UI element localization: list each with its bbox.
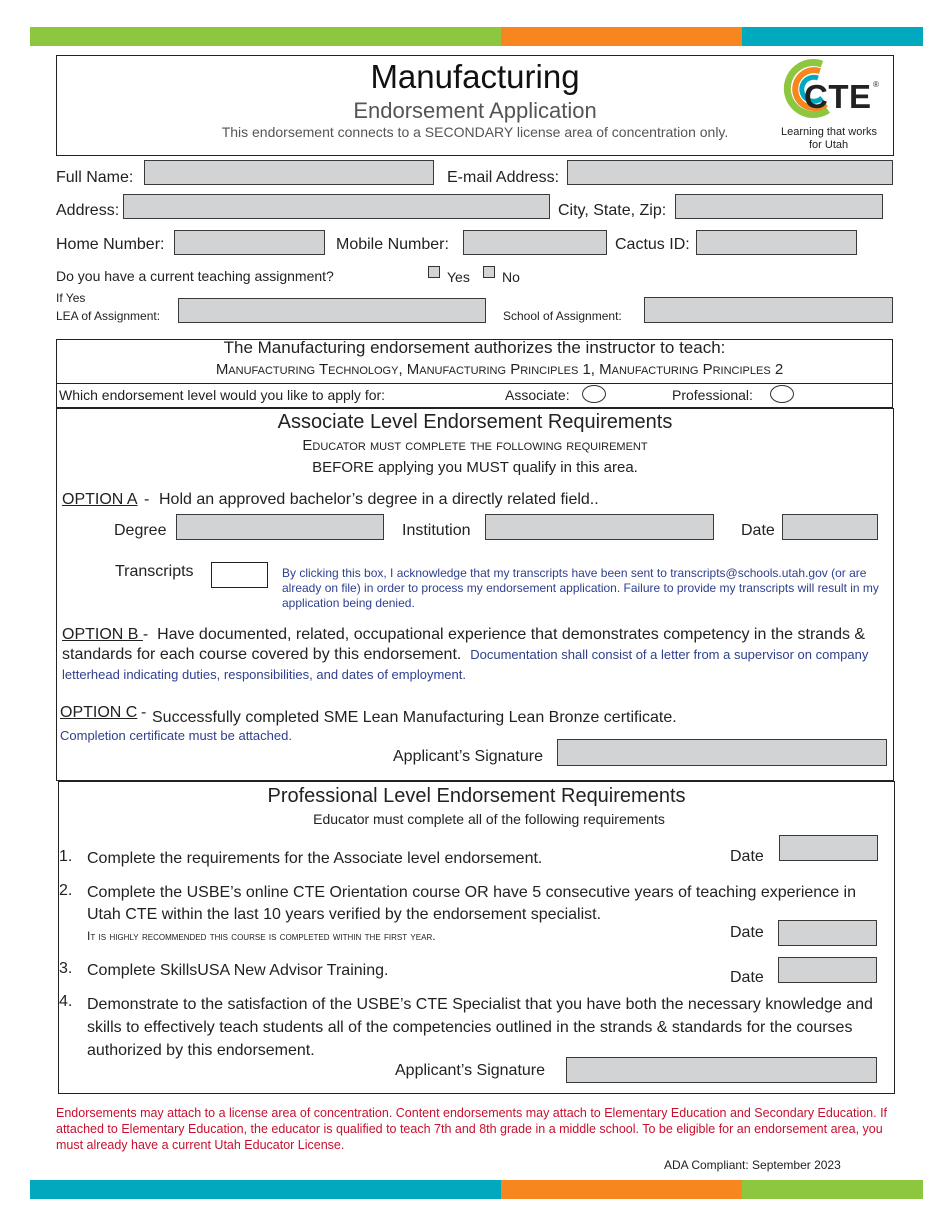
- requirement-3-date-field[interactable]: [778, 957, 877, 983]
- requirement-2-date-label: Date: [730, 924, 764, 941]
- teaching-question: Do you have a current teaching assignment?: [56, 268, 334, 284]
- professional-signature-label: Applicant’s Signature: [395, 1062, 546, 1079]
- school-label: School of Assignment:: [503, 309, 622, 323]
- cactus-id-field[interactable]: [696, 230, 857, 255]
- associate-signature-field[interactable]: [557, 739, 887, 766]
- ada-compliance: ADA Compliant: September 2023: [664, 1158, 841, 1172]
- footer-disclaimer: Endorsements may attach to a license area of concentration. Content endorsements may attach to Elementary Education and Secondary Education. If attached to Elementary Education, the educator is qualified to teach 7th and 8th grade in a middle school. To be eligible for an endorsement area, you must already have a current Utah Educator License.: [56, 1106, 888, 1152]
- address-field[interactable]: [123, 194, 550, 219]
- option-b-block: [62, 625, 887, 685]
- option-a-text: Hold an approved bachelor’s degree in a directly related field..: [159, 491, 599, 508]
- lea-label: LEA of Assignment:: [56, 309, 161, 323]
- professional-level-radio[interactable]: [770, 385, 794, 403]
- no-label: No: [502, 269, 520, 285]
- professional-subtitle: Educator must complete all of the following requirements: [313, 811, 665, 827]
- yes-checkbox[interactable]: [428, 266, 440, 278]
- school-field[interactable]: [644, 297, 893, 323]
- transcripts-note: By clicking this box, I acknowledge that my transcripts have been sent to transcripts@schools.utah.gov (or are already on file) in order to process my endorsement application. Failure to provide my transcripts will result in my application being denied.: [282, 566, 879, 610]
- associate-level-radio[interactable]: [582, 385, 606, 403]
- professional-title: Professional Level Endorsement Requirements: [267, 785, 686, 807]
- institution-field[interactable]: [485, 514, 714, 540]
- home-number-field[interactable]: [174, 230, 325, 255]
- option-c-label: OPTION C: [60, 704, 138, 721]
- associate-date-field[interactable]: [782, 514, 878, 540]
- option-b-text: Have documented, related, occupational experience that demonstrates competency in the strands & standards for each course covered by this endorsement.: [62, 626, 866, 663]
- institution-label: Institution: [402, 522, 471, 539]
- bottom-bar-green: [742, 1180, 923, 1199]
- associate-level-label: Associate:: [505, 387, 570, 403]
- requirement-1-date-field[interactable]: [779, 835, 878, 861]
- option-a-label: OPTION A: [62, 491, 138, 508]
- full-name-field[interactable]: [144, 160, 434, 185]
- bottom-bar-teal: [30, 1180, 501, 1199]
- top-bar-teal: [742, 27, 923, 46]
- home-number-label: Home Number:: [56, 236, 165, 253]
- cte-logo-text: CTE: [804, 78, 872, 115]
- city-state-zip-field[interactable]: [675, 194, 883, 219]
- option-a-dash: -: [144, 491, 150, 508]
- requirement-2-number: 2.: [59, 882, 73, 899]
- degree-label: Degree: [114, 522, 167, 539]
- professional-signature-field[interactable]: [566, 1057, 877, 1083]
- professional-level-label: Professional:: [672, 387, 753, 403]
- cte-tagline-1: Learning that works: [781, 126, 877, 138]
- email-label: E-mail Address:: [447, 169, 560, 186]
- if-yes-label: If Yes: [56, 291, 86, 305]
- option-c-note: Completion certificate must be attached.: [60, 728, 292, 743]
- transcripts-label: Transcripts: [115, 563, 194, 580]
- requirement-3-number: 3.: [59, 960, 73, 977]
- option-b-dash: -: [142, 626, 149, 643]
- level-question: Which endorsement level would you like to apply for:: [59, 387, 386, 403]
- yes-label: Yes: [447, 269, 470, 285]
- cte-logo-registered: ®: [873, 80, 879, 89]
- city-state-zip-label: City, State, Zip:: [558, 202, 667, 219]
- requirement-3-date-label: Date: [730, 969, 764, 986]
- mobile-number-label: Mobile Number:: [336, 236, 449, 253]
- requirement-3-text: Complete SkillsUSA New Advisor Training.: [87, 962, 389, 979]
- lea-field[interactable]: [178, 298, 486, 323]
- associate-title: Associate Level Endorsement Requirements: [277, 411, 673, 433]
- degree-field[interactable]: [176, 514, 384, 540]
- authorization-courses: Manufacturing Technology, Manufacturing Principles 1, Manufacturing Principles 2: [215, 361, 784, 378]
- associate-subtitle-1: Educator must complete the following requirement: [302, 437, 648, 454]
- header-note: This endorsement connects to a SECONDARY license area of concentration only.: [221, 124, 729, 140]
- requirement-2-text: Complete the USBE’s online CTE Orientation course OR have 5 consecutive years of teaching experience in Utah CTE within the last 10 years verified by the endorsement specialist.: [87, 884, 856, 923]
- requirement-1-number: 1.: [59, 848, 73, 865]
- associate-signature-label: Applicant’s Signature: [393, 748, 544, 765]
- requirement-4-number: 4.: [59, 993, 73, 1010]
- requirement-1-date-label: Date: [730, 848, 764, 865]
- option-b-label: OPTION B: [62, 626, 143, 643]
- cte-logo: [778, 58, 888, 154]
- full-name-label: Full Name:: [56, 169, 134, 186]
- requirement-1-text: Complete the requirements for the Associate level endorsement.: [87, 850, 543, 867]
- authorization-divider: [56, 383, 893, 384]
- mobile-number-field[interactable]: [463, 230, 607, 255]
- requirement-2-note: It is highly recommended this course is completed within the first year.: [87, 929, 436, 943]
- page-title: Manufacturing: [370, 58, 580, 95]
- requirement-4-text: Demonstrate to the satisfaction of the USBE’s CTE Specialist that you have both the necessary knowledge and skills to effectively teach students all of the competencies outlined in the strands & standards for the courses authorized by this endorsement.: [87, 996, 873, 1059]
- authorization-line-1: The Manufacturing endorsement authorizes the instructor to teach:: [223, 338, 726, 357]
- requirement-2-date-field[interactable]: [778, 920, 877, 946]
- cte-tagline-2: for Utah: [809, 139, 849, 151]
- cactus-id-label: Cactus ID:: [615, 236, 690, 253]
- email-field[interactable]: [567, 160, 893, 185]
- associate-subtitle-2: BEFORE applying you MUST qualify in this area.: [312, 459, 638, 476]
- option-b-note: Documentation shall consist of a letter from a supervisor on company letterhead indicating duties, responsibilities, and dates of employment.: [62, 647, 869, 682]
- address-label: Address:: [56, 202, 120, 219]
- top-bar-green: [30, 27, 501, 46]
- top-bar-orange: [501, 27, 742, 46]
- no-checkbox[interactable]: [483, 266, 495, 278]
- associate-date-label: Date: [741, 522, 775, 539]
- option-c-text: Successfully completed SME Lean Manufacturing Lean Bronze certificate.: [152, 709, 677, 726]
- bottom-bar-orange: [501, 1180, 742, 1199]
- page-subtitle: Endorsement Application: [353, 98, 597, 123]
- transcripts-checkbox[interactable]: [211, 562, 268, 588]
- option-c-dash: -: [141, 704, 147, 721]
